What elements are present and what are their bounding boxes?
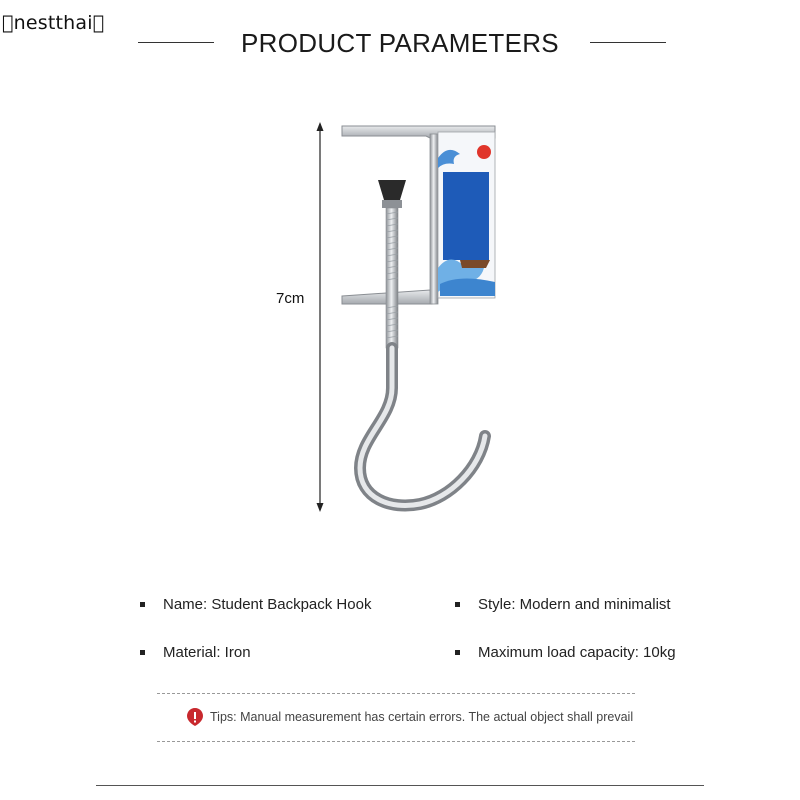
bullet-icon [455, 650, 460, 655]
product-parameters-list [0, 590, 800, 680]
tips-divider-top [157, 693, 635, 694]
tips-text: Tips: Manual measurement has certain errors. The actual object shall prevail [210, 710, 634, 724]
param-style-text: Style: Modern and minimalist [478, 596, 671, 613]
bullet-icon [140, 650, 145, 655]
param-load-capacity [455, 644, 676, 661]
bullet-icon [140, 602, 145, 607]
height-dimension-label: 7cm [276, 290, 305, 307]
tips-divider-bottom [157, 741, 635, 742]
header [0, 26, 800, 60]
page-title: PRODUCT PARAMETERS [241, 28, 559, 58]
backpack-hook-image [330, 118, 510, 518]
warning-icon [185, 707, 205, 727]
height-dimension-arrow [250, 118, 340, 516]
footer-divider [96, 785, 704, 786]
param-style [455, 596, 671, 613]
title-divider-right [590, 42, 666, 43]
brand-watermark:  nestthai  [2, 12, 105, 34]
param-material-text: Material: Iron [163, 644, 251, 661]
bullet-icon [455, 602, 460, 607]
param-name-text: Name: Student Backpack Hook [163, 596, 372, 613]
param-material [140, 644, 251, 661]
param-load-capacity-text: Maximum load capacity: 10kg [478, 644, 676, 661]
tips-note [185, 707, 633, 727]
param-name [140, 596, 371, 613]
